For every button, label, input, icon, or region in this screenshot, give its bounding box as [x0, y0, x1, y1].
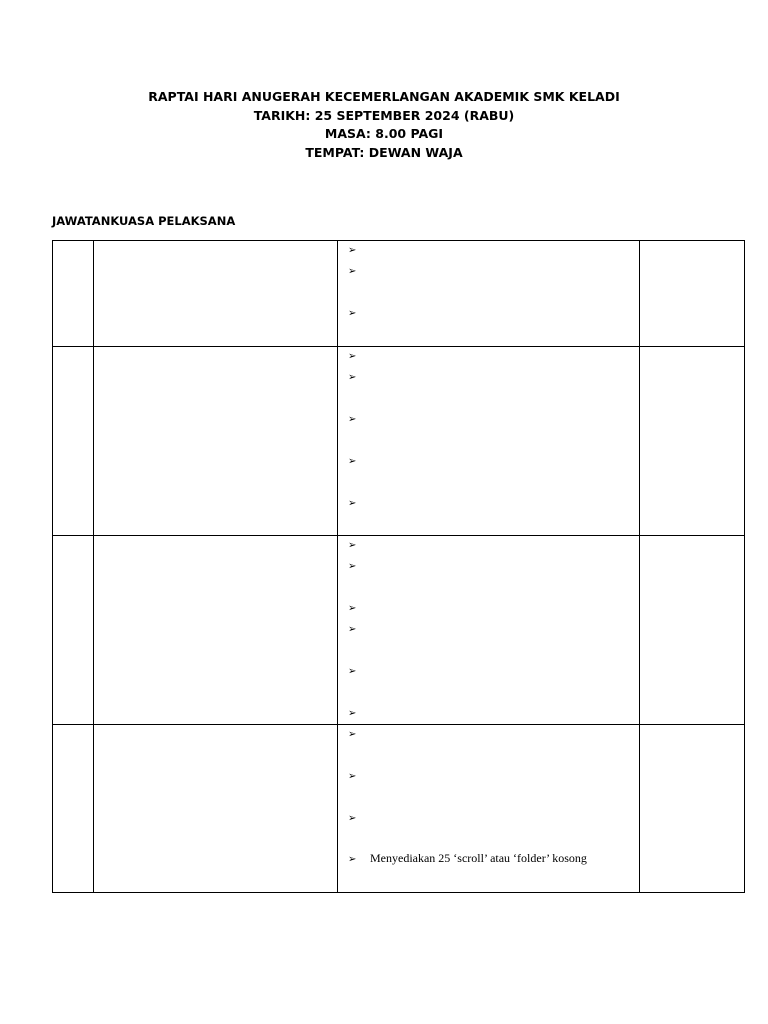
row-notes-cell [640, 241, 745, 347]
row-number-cell [53, 347, 94, 536]
row-tasks-cell [338, 536, 640, 725]
event-date: TARIKH: 25 SEPTEMBER 2024 (RABU) [253, 107, 515, 123]
list-item [348, 810, 370, 826]
list-item [348, 600, 370, 616]
table-row [53, 241, 745, 347]
list-item [348, 453, 370, 469]
list-item [348, 369, 370, 385]
event-venue: TEMPAT: DEWAN WAJA [305, 144, 463, 160]
list-item [348, 263, 370, 279]
row-notes-cell [640, 347, 745, 536]
arrow-bullet-icon: ➢ [348, 266, 357, 277]
section-title: JAWATANKUASA PELAKSANA [52, 214, 236, 228]
arrow-bullet-icon: ➢ [348, 456, 357, 467]
list-item [348, 705, 370, 721]
event-title: RAPTAI HARI ANUGERAH KECEMERLANGAN AKADEMIK SMK KELADI [148, 89, 620, 104]
row-name-cell [94, 725, 338, 893]
list-item [348, 621, 370, 637]
committee-table [52, 240, 745, 893]
arrow-bullet-icon: ➢ [348, 813, 357, 824]
arrow-bullet-icon: ➢ [348, 245, 357, 256]
arrow-bullet-icon: ➢ [348, 771, 357, 782]
list-item [348, 768, 370, 784]
row-name-cell [94, 241, 338, 347]
arrow-bullet-icon: ➢ [348, 603, 357, 614]
table-row [53, 347, 745, 536]
row-notes-cell [640, 725, 745, 893]
arrow-bullet-icon: ➢ [348, 372, 357, 383]
row-number-cell [53, 725, 94, 893]
row-tasks-cell [338, 725, 640, 893]
arrow-bullet-icon: ➢ [348, 624, 357, 635]
list-item [348, 558, 370, 574]
table-row [53, 536, 745, 725]
list-item [348, 242, 370, 258]
event-time: MASA: 8.00 PAGI [324, 126, 444, 141]
arrow-bullet-icon: ➢ [348, 854, 357, 865]
task-text: Menyediakan 25 ‘scroll’ atau ‘folder’ kosong [370, 851, 587, 865]
list-item [348, 495, 370, 511]
arrow-bullet-icon: ➢ [348, 561, 357, 572]
row-tasks-cell [338, 347, 640, 536]
row-number-cell [53, 241, 94, 347]
list-item [348, 305, 370, 321]
row-notes-cell [640, 536, 745, 725]
document-header [0, 88, 768, 162]
arrow-bullet-icon: ➢ [348, 414, 357, 425]
row-name-cell [94, 536, 338, 725]
table-row [53, 725, 745, 893]
arrow-bullet-icon: ➢ [348, 729, 357, 740]
arrow-bullet-icon: ➢ [348, 308, 357, 319]
arrow-bullet-icon: ➢ [348, 351, 357, 362]
row-number-cell [53, 536, 94, 725]
row-name-cell [94, 347, 338, 536]
arrow-bullet-icon: ➢ [348, 540, 357, 551]
list-item [348, 663, 370, 679]
list-item [348, 348, 370, 364]
row-tasks-cell [338, 241, 640, 347]
arrow-bullet-icon: ➢ [348, 498, 357, 509]
list-item [348, 411, 370, 427]
list-item [348, 726, 370, 742]
list-item [348, 851, 587, 867]
arrow-bullet-icon: ➢ [348, 708, 357, 719]
arrow-bullet-icon: ➢ [348, 666, 357, 677]
list-item [348, 537, 370, 553]
